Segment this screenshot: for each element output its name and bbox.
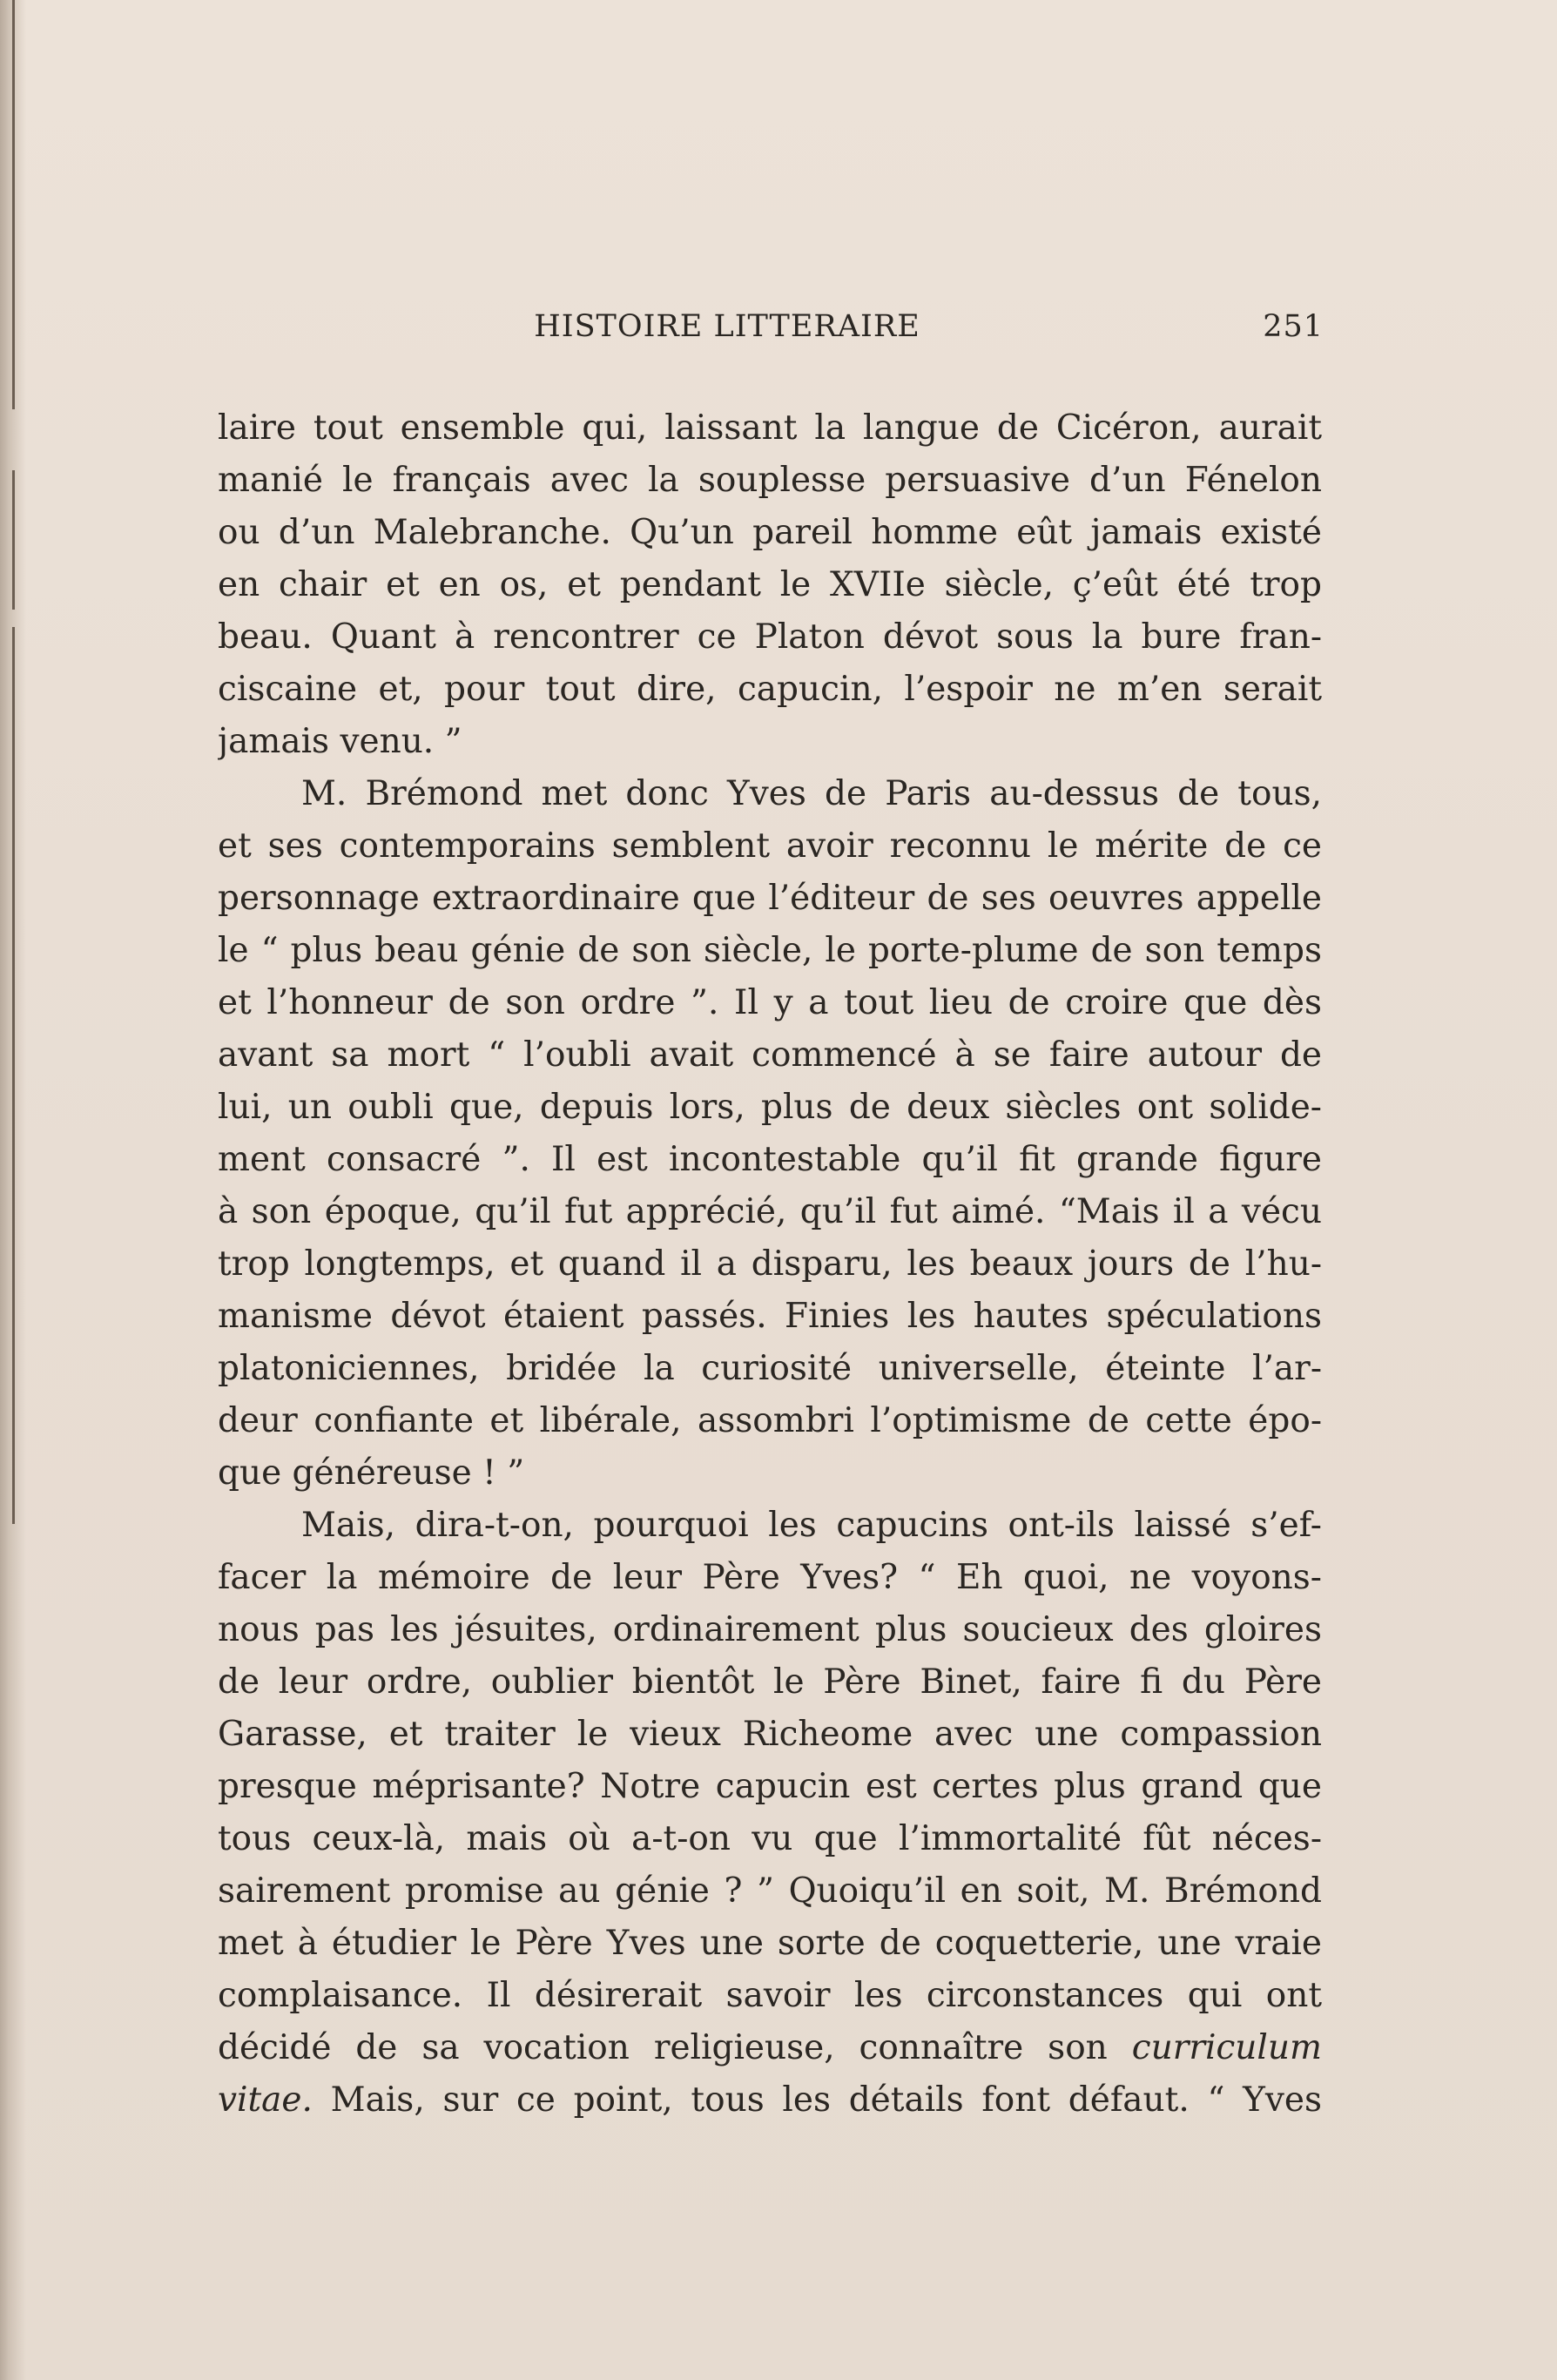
text-line: nous pas les jésuites, ordinairement plus soucieux des gloires (218, 1610, 1322, 1649)
text-line: manisme dévot étaient passés. Finies les hautes spéculations (218, 1297, 1322, 1336)
text-line: beau. Quant à rencontrer ce Platon dévot sous la bure fran- (218, 617, 1322, 657)
text-line: facer la mémoire de leur Père Yves? “ Eh quoi, ne voyons- (218, 1558, 1322, 1597)
text-line: Garasse, et traiter le vieux Richeome avec une compassion (218, 1715, 1322, 1754)
gutter-edge-line (12, 470, 15, 610)
text-line: presque méprisante? Notre capucin est certes plus grand que (218, 1767, 1322, 1806)
text-line: met à étudier le Père Yves une sorte de coquetterie, une vraie (218, 1924, 1322, 1963)
text-line: deur confiante et libérale, assombri l’optimisme de cette épo- (218, 1401, 1322, 1440)
text-line: ment consacré ”. Il est incontestable qu’il fit grande figure (218, 1140, 1322, 1179)
text-line: ou d’un Malebranche. Qu’un pareil homme eût jamais existé (218, 513, 1322, 552)
gutter-edge-line (12, 0, 15, 409)
page-number: 251 (1263, 309, 1324, 344)
text-line: complaisance. Il désirerait savoir les circonstances qui ont (218, 1976, 1322, 2015)
text-line: à son époque, qu’il fut apprécié, qu’il fut aimé. “Mais il a vécu (218, 1192, 1322, 1231)
text-line: personnage extraordinaire que l’éditeur de ses oeuvres appelle (218, 879, 1322, 918)
text-line: lui, un oubli que, depuis lors, plus de deux siècles ont solide- (218, 1088, 1322, 1127)
text-line: sairement promise au génie ? ” Quoiqu’il en soit, M. Brémond (218, 1871, 1322, 1911)
text-line: et ses contemporains semblent avoir reconnu le mérite de ce (218, 826, 1322, 866)
text-line: jamais venu. ” (218, 722, 462, 761)
text-line: tous ceux-là, mais où a-t-on vu que l’immortalité fût néces- (218, 1819, 1322, 1858)
text-line: ciscaine et, pour tout dire, capucin, l’espoir ne m’en serait (218, 670, 1322, 709)
text-line: de leur ordre, oublier bientôt le Père Binet, faire fi du Père (218, 1662, 1322, 1702)
text-line: le “ plus beau génie de son siècle, le porte-plume de son temps (218, 931, 1322, 970)
running-head-title: HISTOIRE LITTERAIRE (534, 309, 920, 344)
running-head (218, 309, 1324, 353)
text-line: Mais, dira-t-on, pourquoi les capucins ont-ils laissé s’ef- (301, 1506, 1322, 1545)
text-line: avant sa mort “ l’oubli avait commencé à se faire autour de (218, 1035, 1322, 1075)
text-line: que généreuse ! ” (218, 1453, 525, 1493)
body-text (218, 402, 1322, 2127)
text-line: décidé de sa vocation religieuse, connaître son curriculum (218, 2028, 1322, 2067)
gutter-edge-line (12, 627, 15, 1524)
text-line: trop longtemps, et quand il a disparu, les beaux jours de l’hu- (218, 1244, 1322, 1284)
text-line: en chair et en os, et pendant le XVIIe siècle, ç’eût été trop (218, 565, 1322, 604)
text-line: laire tout ensemble qui, laissant la langue de Cicéron, aurait (218, 408, 1322, 448)
text-line: platoniciennes, bridée la curiosité universelle, éteinte l’ar- (218, 1349, 1322, 1388)
text-line: vitae. Mais, sur ce point, tous les détails font défaut. “ Yves (218, 2080, 1322, 2120)
text-line: et l’honneur de son ordre ”. Il y a tout lieu de croire que dès (218, 983, 1322, 1022)
text-line: M. Brémond met donc Yves de Paris au-dessus de tous, (301, 774, 1322, 813)
text-line: manié le français avec la souplesse persuasive d’un Fénelon (218, 461, 1322, 500)
